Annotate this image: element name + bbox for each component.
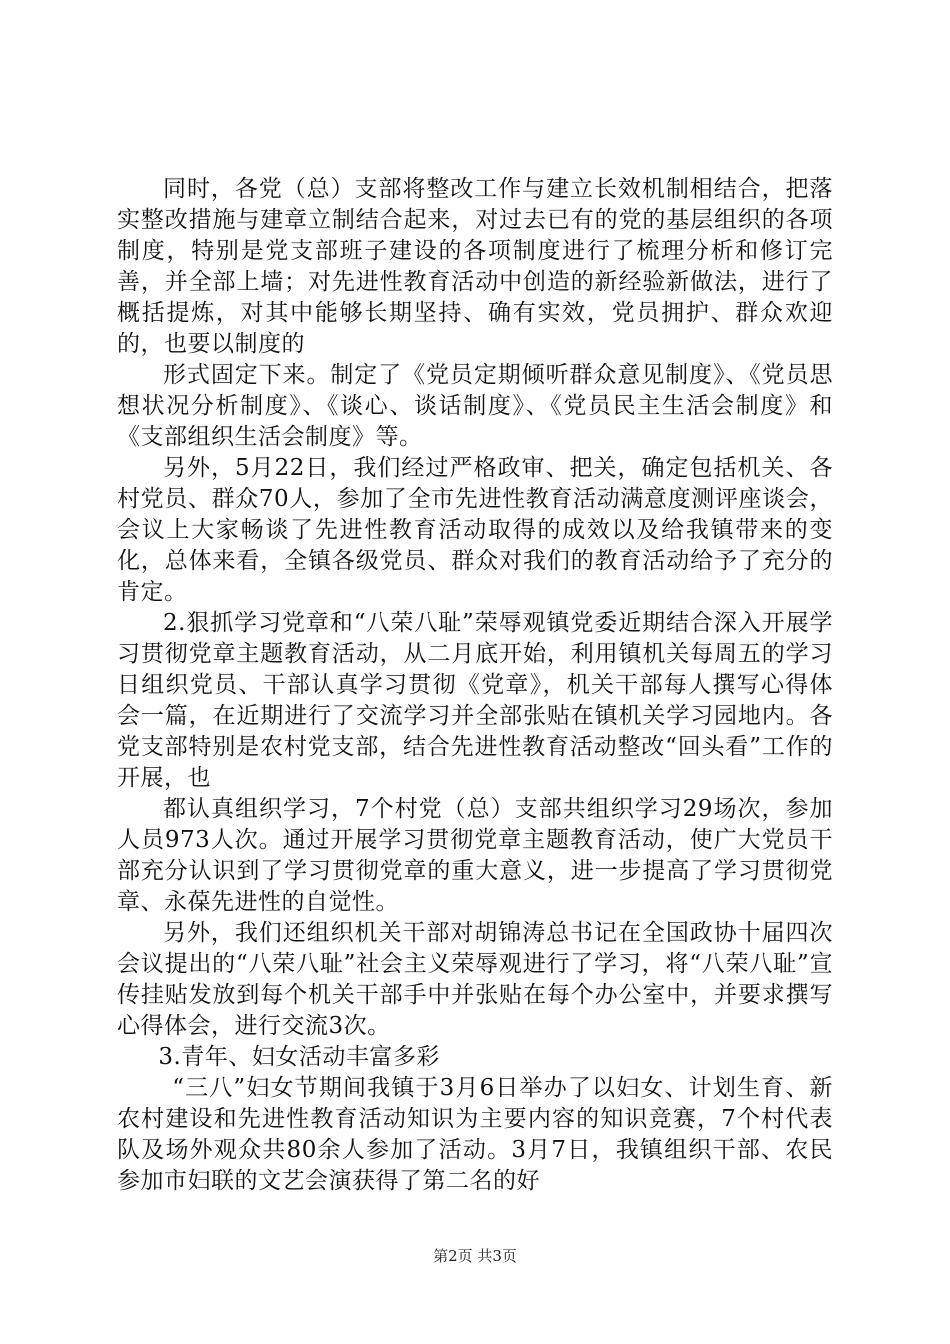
paragraph-5: 都认真组织学习，7个村党（总）支部共组织学习29场次，参加人员973人次。通过开展学习贯彻党章主题教育活动，使广大党员干部充分认识到了学习贯彻党章的重大意义，进一步提高了学习贯彻党章、永葆先进性的自觉性。 — [117, 796, 833, 915]
page-footer: 第2页 共3页 — [433, 1247, 517, 1265]
paragraph-3: 另外，5月22日，我们经过严格政审、把关，确定包括机关、各村党员、群众70人，参加了全市先进性教育活动满意度测评座谈会，会议上大家畅谈了先进性教育活动取得的成效以及给我镇带来的变化，总体来看，全镇各级党员、群众对我们的教育活动给予了充分的肯定。 — [117, 455, 833, 605]
document-body — [117, 174, 833, 1197]
paragraph-4: 2.狠抓学习党章和“八荣八耻”荣辱观镇党委近期结合深入开展学习贯彻党章主题教育活动，从二月底开始，利用镇机关每周五的学习日组织党员、干部认真学习贯彻《党章》，机关干部每人撰写心得体会一篇，在近期进行了交流学习并全部张贴在镇机关学习园地内。各党支部特别是农村党支部，结合先进性教育活动整改“回头看”工作的开展，也 — [117, 610, 833, 791]
section-heading-3: 3.青年、妇女活动丰富多彩 — [158, 1044, 440, 1070]
paragraph-1: 同时，各党（总）支部将整改工作与建立长效机制相结合，把落实整改措施与建章立制结合起来，对过去已有的党的基层组织的各项制度，特别是党支部班子建设的各项制度进行了梳理分析和修订完善，并全部上墙；对先进性教育活动中创造的新经验新做法，进行了概括提炼，对其中能够长期坚持、确有实效，党员拥护、群众欢迎的，也要以制度的 — [117, 176, 833, 357]
paragraph-2: 形式固定下来。制定了《党员定期倾听群众意见制度》、《党员思想状况分析制度》、《谈心、谈话制度》、《党员民主生活会制度》和《支部组织生活会制度》等。 — [117, 362, 833, 450]
paragraph-6: 另外，我们还组织机关干部对胡锦涛总书记在全国政协十届四次会议提出的“八荣八耻”社会主义荣辱观进行了学习，将“八荣八耻”宣传挂贴发放到每个机关干部手中并张贴在每个办公室中，并要求撰写心得体会，进行交流3次。 — [117, 920, 833, 1039]
paragraph-7: “三八”妇女节期间我镇于3月6日举办了以妇女、计划生育、新农村建设和先进性教育活动知识为主要内容的知识竞赛，7个村代表队及场外观众共80余人参加了活动。3月7日，我镇组织干部、农民参加市妇联的文艺会演获得了第二名的好 — [117, 1075, 833, 1194]
